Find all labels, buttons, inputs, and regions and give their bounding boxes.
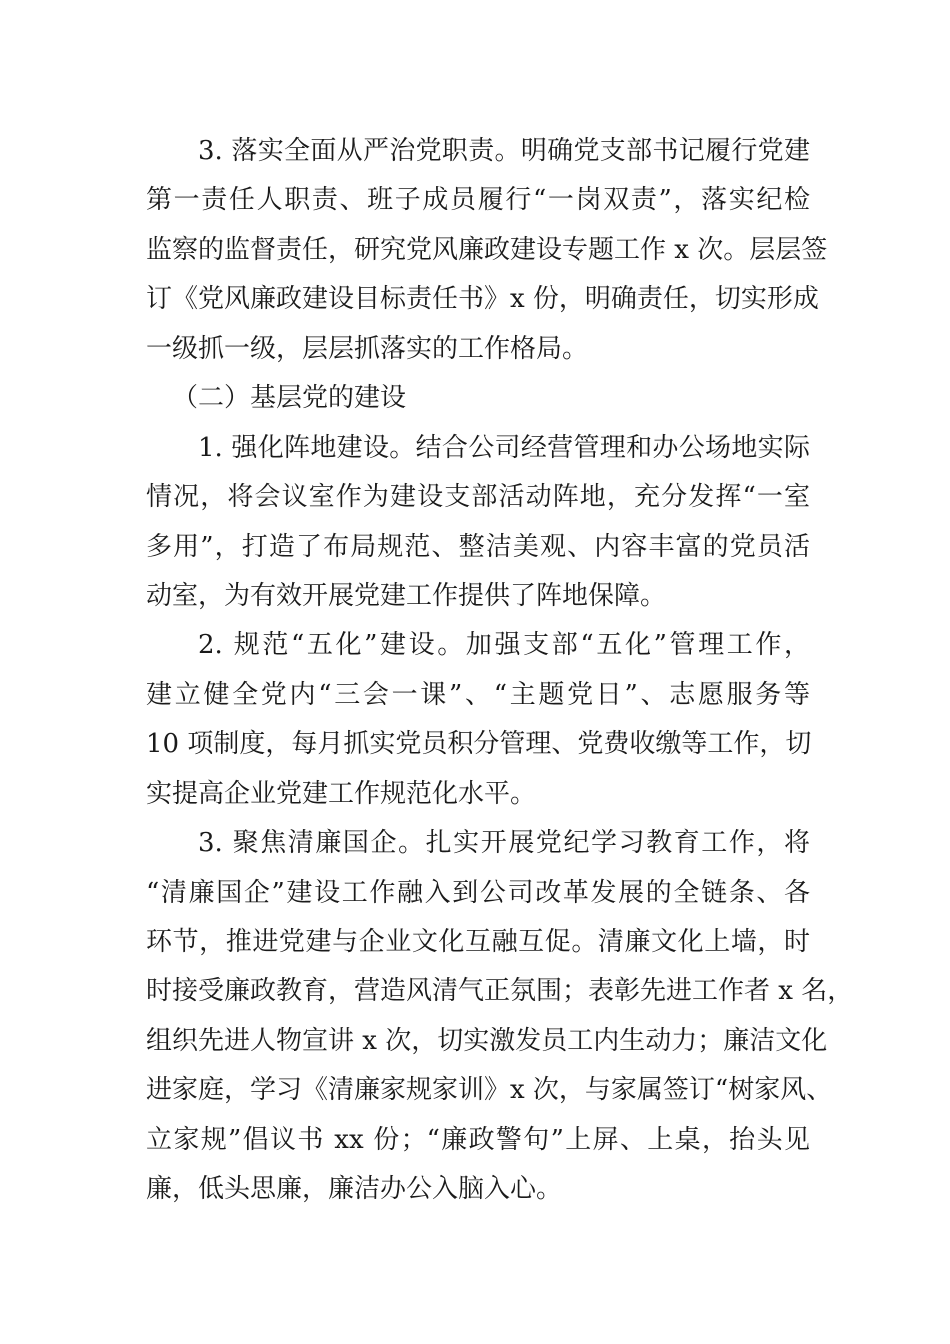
paragraph-line: 1. 强化阵地建设。结合公司经营管理和办公场地实际 (198, 432, 810, 463)
paragraph-line: 3. 落实全面从严治党职责。明确党支部书记履行党建 (198, 136, 810, 166)
paragraph-line: 10 项制度，每月抓实党员积分管理、党费收缴等工作，切 (146, 729, 812, 760)
paragraph-line: 2. 规范“五化”建设。加强支部“五化”管理工作， (198, 630, 810, 661)
paragraph-line: 实提高企业党建工作规范化水平。 (146, 778, 537, 809)
paragraph-line: 3. 聚焦清廉国企。扎实开展党纪学习教育工作，将 (198, 828, 810, 859)
paragraph-line: 多用”，打造了布局规范、整洁美观、内容丰富的党员活 (146, 531, 810, 562)
paragraph-line: “清廉国企”建设工作融入到公司改革发展的全链条、各 (146, 877, 810, 908)
paragraph-line: 廉，低头思廉，廉洁办公入脑入心。 (146, 1174, 563, 1205)
paragraph-line: 订《党风廉政建设目标责任书》x 份，明确责任，切实形成 (146, 284, 819, 315)
paragraph-line: 立家规”倡议书 xx 份；“廉政警句”上屏、上桌，抬头见 (146, 1124, 810, 1155)
paragraph-line: 进家庭，学习《清廉家规家训》x 次，与家属签订“树家风、 (146, 1075, 833, 1106)
document-body (146, 127, 854, 1215)
paragraph-line: 组织先进人物宣讲 x 次，切实激发员工内生动力；廉洁文化 (146, 1025, 828, 1056)
section-heading (146, 374, 810, 423)
paragraph-line: 一级抓一级，层层抓落实的工作格局。 (146, 333, 589, 364)
paragraph-five-standards (146, 621, 810, 819)
paragraph-party-responsibility (146, 127, 828, 374)
paragraph-line: 建立健全党内“三会一课”、“主题党日”、志愿服务等 (146, 679, 810, 710)
paragraph-line: 监察的监督责任，研究党风廉政建设专题工作 x 次。层层签 (146, 234, 828, 265)
paragraph-line: 情况，将会议室作为建设支部活动阵地，充分发挥“一室 (146, 482, 810, 513)
paragraph-line: 时接受廉政教育，营造风清气正氛围；表彰先进工作者 x 名， (146, 976, 854, 1007)
paragraph-position-building (146, 424, 810, 622)
paragraph-clean-enterprise (146, 819, 854, 1215)
paragraph-line: 环节，推进党建与企业文化互融互促。清廉文化上墙，时 (146, 927, 810, 957)
paragraph-line: 动室，为有效开展党建工作提供了阵地保障。 (146, 580, 667, 611)
section-heading-text: （二）基层党的建设 (172, 383, 407, 414)
paragraph-line: 第一责任人职责、班子成员履行“一岗双责”，落实纪检 (146, 185, 810, 216)
